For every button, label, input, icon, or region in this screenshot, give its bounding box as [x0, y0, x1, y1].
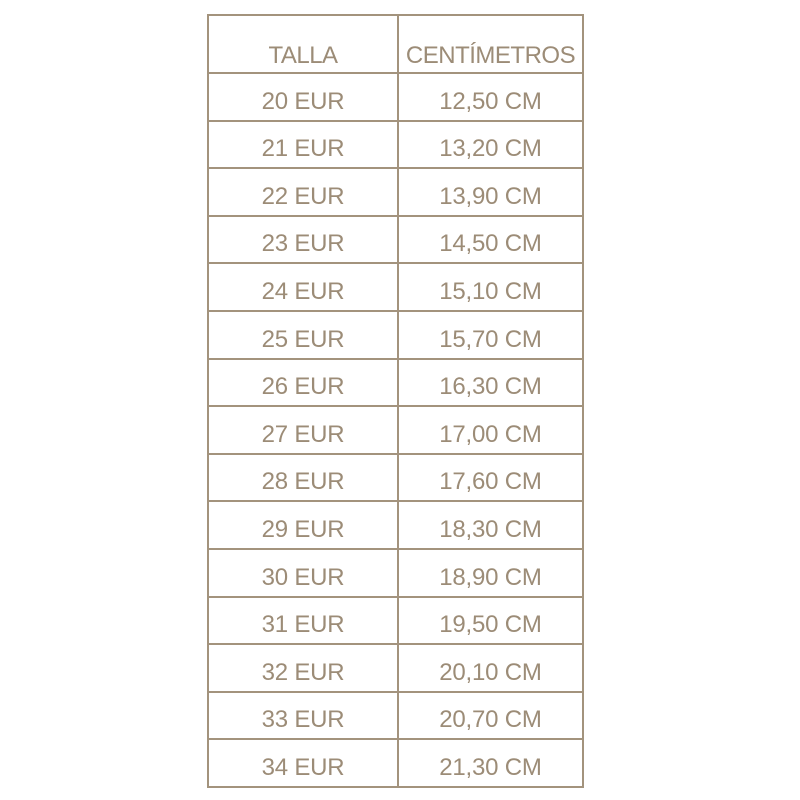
cm-cell: 20,10 CM	[398, 644, 583, 692]
talla-cell: 23 EUR	[208, 216, 398, 264]
header-centimetros: CENTÍMETROS	[398, 15, 583, 73]
cm-cell: 15,70 CM	[398, 311, 583, 359]
cm-cell: 18,30 CM	[398, 501, 583, 549]
table-row	[208, 73, 583, 121]
cm-cell: 14,50 CM	[398, 216, 583, 264]
cm-cell: 13,90 CM	[398, 168, 583, 216]
cm-cell: 17,60 CM	[398, 454, 583, 502]
table-row	[208, 454, 583, 502]
table-row	[208, 359, 583, 407]
table-row	[208, 501, 583, 549]
talla-cell: 30 EUR	[208, 549, 398, 597]
talla-cell: 33 EUR	[208, 692, 398, 740]
cm-cell: 20,70 CM	[398, 692, 583, 740]
table-row	[208, 168, 583, 216]
talla-cell: 20 EUR	[208, 73, 398, 121]
talla-cell: 21 EUR	[208, 121, 398, 169]
size-table	[207, 14, 584, 788]
table-row	[208, 263, 583, 311]
talla-cell: 22 EUR	[208, 168, 398, 216]
table-row	[208, 406, 583, 454]
cm-cell: 13,20 CM	[398, 121, 583, 169]
talla-cell: 32 EUR	[208, 644, 398, 692]
talla-cell: 25 EUR	[208, 311, 398, 359]
table-row	[208, 597, 583, 645]
talla-cell: 26 EUR	[208, 359, 398, 407]
talla-cell: 24 EUR	[208, 263, 398, 311]
cm-cell: 21,30 CM	[398, 739, 583, 787]
table-body	[208, 73, 583, 787]
table-row	[208, 739, 583, 787]
cm-cell: 18,90 CM	[398, 549, 583, 597]
table-row	[208, 692, 583, 740]
table-row	[208, 216, 583, 264]
header-row	[208, 15, 583, 73]
table-row	[208, 121, 583, 169]
cm-cell: 15,10 CM	[398, 263, 583, 311]
cm-cell: 16,30 CM	[398, 359, 583, 407]
talla-cell: 31 EUR	[208, 597, 398, 645]
talla-cell: 28 EUR	[208, 454, 398, 502]
talla-cell: 34 EUR	[208, 739, 398, 787]
table-row	[208, 311, 583, 359]
table-row	[208, 644, 583, 692]
table-row	[208, 549, 583, 597]
cm-cell: 17,00 CM	[398, 406, 583, 454]
header-talla: TALLA	[208, 15, 398, 73]
cm-cell: 12,50 CM	[398, 73, 583, 121]
cm-cell: 19,50 CM	[398, 597, 583, 645]
talla-cell: 27 EUR	[208, 406, 398, 454]
talla-cell: 29 EUR	[208, 501, 398, 549]
